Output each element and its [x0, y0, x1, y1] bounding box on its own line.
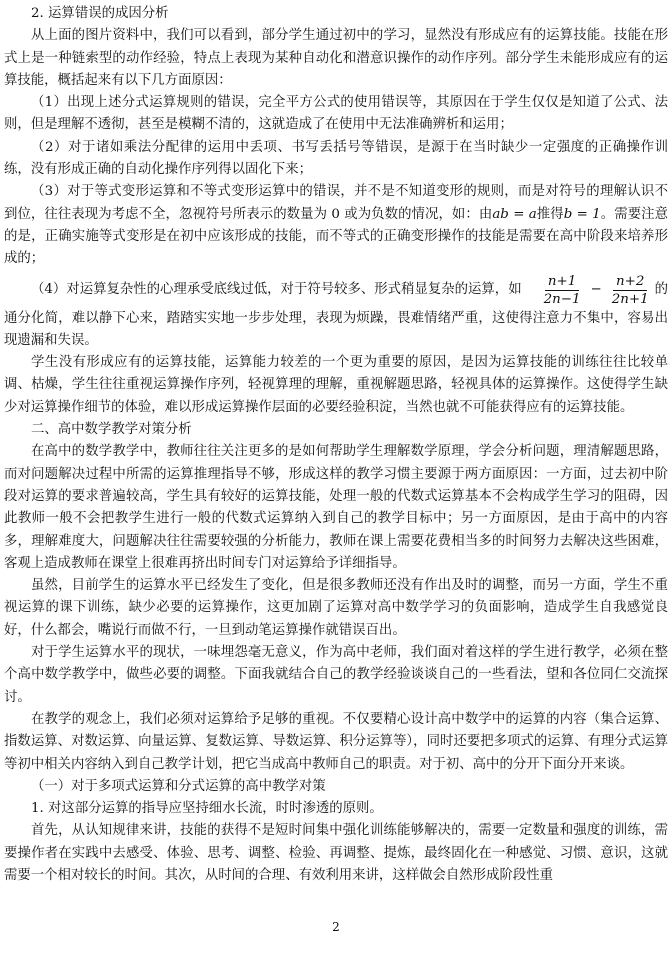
paragraph-current-situation: 虽然，目前学生的运算水平已经发生了变化，但是很多教师还没有作出及时的调整，而另一方面，学生不重视运算的课下训练，缺少必要的运算操作，这更加剧了运算对高中数学学习的负面影响，造成学生自我感觉良好，什么都会，嘴说行而做不行，一旦到动笔运算操作就错误百出。 [4, 578, 668, 638]
paragraph-cause-4-continued: 通分化简，难以静下心来，踏踏实实地一步步处理，表现为烦躁，畏难情绪严重，这使得注意力不集中，容易出现遗漏和失误。 [4, 310, 668, 348]
cause-3-text-c: 。需要注意的是，正确实施等式变形是在初中应该形成的技能，而不等式的正确变形操作的技能是需要在高中阶段来培养形成的； [4, 206, 669, 267]
list-item-1: 1. 对这部分运算的指导应坚持细水长流，时时渗透的原则。 [31, 801, 383, 817]
paragraph-teaching-concept: 在教学的观念上，我们必须对运算给予足够的重视。不仅要精心设计高中数学中的运算的内容（集合运算、指数运算、对数运算、向量运算、复数运算、导数运算、积分运算等），同时还要把多项式的运算、有理分式运算等初中相关内容纳入到自己教学计划，把它当成高中教师自己的职责。对于初、高中的分开下面分开来谈。 [4, 711, 668, 772]
fraction-2-numerator: n+2 [613, 273, 647, 291]
minus-sign: − [590, 281, 602, 297]
math-fraction-expression [538, 273, 668, 308]
paragraph-cause-3 [4, 181, 668, 270]
cause-4-text-a: （4）对运算复杂性的心理承受底线过低，对于符号较多、形式稍显复杂的运算，如 [31, 281, 522, 297]
math-b-equals-1: b = 1 [563, 206, 601, 222]
fraction-1-denominator: 2n−1 [543, 291, 581, 307]
paragraph-skill-training: 学生没有形成应有的运算技能，运算能力较差的一个更为重要的原因，是因为运算技能的训练往往比较单调、枯燥，学生往往重视运算操作序列，轻视算理的理解，重视解题思路，轻视具体的运算操作。这使得学生缺少对运算操作细节的体验，难以形成运算操作层面的必要经验积淀，当然也就不可能获得应有的运算技能。 [4, 355, 668, 415]
fraction-1 [541, 273, 584, 308]
page-number: 2 [332, 920, 340, 934]
paragraph-cause-4-lead [4, 273, 668, 308]
paragraph-teaching-habits: 在高中的数学教学中，教师往往关注更多的是如何帮助学生理解数学原理，学会分析问题，理清解题思路，而对问题解决过程中所需的运算推理指导不够，形成这样的教学习惯主要源于两方面原因：一方面，过去初中阶段对运算的要求普遍较高，学生具有较好的运算技能，处理一般的代数式运算基本不会构成学生学习的阻碍，因此教师一般不会把教学生进行一般的代数式运算纳入到自己的教学目标中；另一方面原因，是由于高中的内容多，理解难度大，问题解决往往需要较强的分析能力，教师在课上需要花费相当多的时间努力去解决这些困难，客观上造成教师在课堂上很难再挤出时间专门对运算给予详细指导。 [4, 444, 668, 571]
section-heading-teaching-strategy: 二、高中数学教学对策分析 [31, 422, 192, 438]
paragraph-cause-1: （1）出现上述分式运算规则的错误，完全平方公式的使用错误等，其原因在于学生仅仅是知道了公式、法则，但是理解不透彻，甚至是模糊不清的，这就造成了在使用中无法准确辨析和运用； [4, 95, 668, 133]
cause-3-text-b: 推得 [536, 206, 564, 222]
fraction-1-numerator: n+1 [545, 273, 579, 291]
body-text [4, 3, 668, 887]
section-heading-error-causes: 2. 运算错误的成因分析 [31, 6, 169, 21]
fraction-2 [609, 273, 652, 308]
subsection-heading-polynomial: （一）对于多项式运算和分式运算的高中教学对策 [31, 778, 326, 794]
paragraph-cause-2: （2）对于诸如乘法分配律的运用中丢项、书写丢括号等错误，是源于在当时缺少一定强度的正确操作训练，没有形成正确的自动化操作序列得以固化下来； [4, 139, 668, 178]
math-ab-equals-a: ab = a [492, 206, 537, 222]
fraction-2-denominator: 2n+1 [611, 291, 649, 307]
cause-4-tail: 的 [654, 281, 668, 297]
paragraph-intro: 从上面的图片资料中，我们可以看到，部分学生通过初中的学习，显然没有形成应有的运算技能。技能在形式上是一种链索型的动作经验，特点上表现为某种自动化和潜意识操作的动作序列。部分学生未能形成应有的运算技能，概括起来有以下几方面原因： [4, 28, 668, 88]
paragraph-adjustment: 对于学生运算水平的现状，一味埋怨毫无意义，作为高中老师，我们面对着这样的学生进行教学，必须在整个高中数学教学中，做些必要的调整。下面我就结合自己的教学经验谈谈自己的一些看法，望和各位同仁交流探讨。 [4, 645, 668, 705]
cause-3-text-a: （3）对于等式变形运算和不等式变形运算中的错误，并不是不知道变形的规则，而是对符号的理解认识不到位，往往表现为考虑不全，忽视符号所表示的数量为 0 或为负数的情况，如：由 [4, 184, 668, 222]
paragraph-cognitive-law: 首先，从认知规律来讲，技能的获得不是短时间集中强化训练能够解决的，需要一定数量和强度的训练，需要操作者在实践中去感受、体验、思考、调整、检验、再调整、提炼，最终固化在一种感觉、习惯、意识，这就需要一个相对较长的时间。其次，从时间的合理、有效利用来讲，这样做会自然形成阶段性重 [4, 823, 668, 883]
